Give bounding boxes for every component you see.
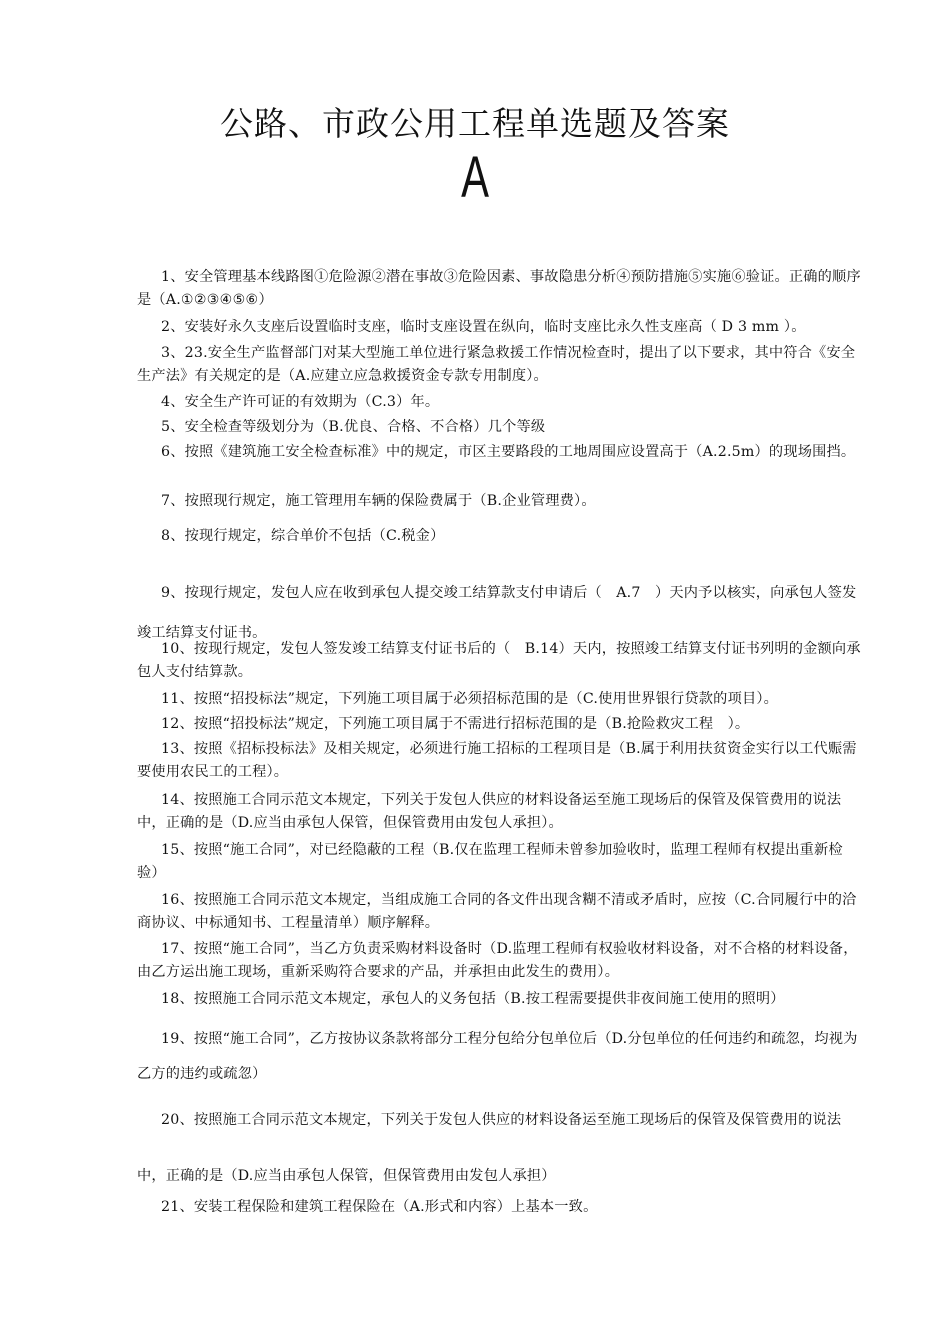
question-21: 21、安装工程保险和建筑工程保险在（A.形式和内容）上基本一致。 (161, 1199, 598, 1215)
question-8: 8、按现行规定，综合单价不包括（C.税金） (161, 528, 445, 544)
document-title: 公路、市政公用工程单选题及答案 (220, 104, 730, 143)
document-title-suffix: A (461, 145, 489, 210)
question-3: 3、23.安全生产监督部门对某大型施工单位进行紧急救援工作情况检查时，提出了以下要求，其中符合《安全生产法》有关规定的是（A.应建立应急救援资金专款专用制度）。 (137, 345, 856, 384)
question-7: 7、按照现行规定，施工管理用车辆的保险费属于（B.企业管理费）。 (161, 493, 596, 509)
question-16: 16、按照施工合同示范文本规定，当组成施工合同的各文件出现含糊不清或矛盾时，应按（C.合同履行中的洽商协议、中标通知书、工程量清单）顺序解释。 (137, 892, 857, 931)
question-13: 13、按照《招标投标法》及相关规定，必须进行施工招标的工程项目是（B.属于利用扶贫资金实行以工代赈需要使用农民工的工程）。 (137, 741, 857, 780)
question-14: 14、按照施工合同示范文本规定，下列关于发包人供应的材料设备运至施工现场后的保管及保管费用的说法中，正确的是（D.应当由承包人保管，但保管费用由发包人承担）。 (137, 792, 842, 831)
question-1: 1、安全管理基本线路图①危险源②潜在事故③危险因素、事故隐患分析④预防措施⑤实施⑥验证。正确的顺序是（A.①②③④⑤⑥） (137, 269, 861, 308)
question-15: 15、按照“施工合同”，对已经隐蔽的工程（B.仅在监理工程师未曾参加验收时，监理工程师有权提出重新检验） (137, 842, 843, 881)
question-11: 11、按照“招投标法”规定，下列施工项目属于必须招标范围的是（C.使用世界银行贷款的项目）。 (161, 691, 779, 707)
question-9: 9、按现行规定，发包人应在收到承包人提交竣工结算款支付申请后（ A.7 ）天内予以核实，向承包人签发竣工结算支付证书。 (137, 585, 857, 641)
question-20: 20、按照施工合同示范文本规定，下列关于发包人供应的材料设备运至施工现场后的保管及保管费用的说法中，正确的是（D.应当由承包人保管，但保管费用由发包人承担） (137, 1112, 842, 1184)
question-6: 6、按照《建筑施工安全检查标准》中的规定，市区主要路段的工地周围应设置高于（A.2.5m）的现场围挡。 (161, 444, 856, 460)
question-2: 2、安装好永久支座后设置临时支座，临时支座设置在纵向，临时支座比永久性支座高（ D 3 mm ）。 (161, 319, 806, 335)
question-17: 17、按照“施工合同”，当乙方负责采购材料设备时（D.监理工程师有权验收材料设备，对不合格的材料设备，由乙方运出施工现场，重新采购符合要求的产品，并承担由此发生的费用）。 (137, 941, 858, 980)
question-5: 5、安全检查等级划分为（B.优良、合格、不合格）几个等级 (161, 419, 546, 435)
question-19: 19、按照“施工合同”，乙方按协议条款将部分工程分包给分包单位后（D.分包单位的任何违约和疏忽，均视为乙方的违约或疏忽） (137, 1031, 858, 1082)
question-4: 4、安全生产许可证的有效期为（C.3）年。 (161, 394, 440, 410)
question-18: 18、按照施工合同示范文本规定，承包人的义务包括（B.按工程需要提供非夜间施工使用的照明） (161, 991, 785, 1007)
question-12: 12、按照“招投标法”规定，下列施工项目属于不需进行招标范围的是（B.抢险救灾工程 ）。 (161, 716, 750, 732)
question-10: 10、按现行规定，发包人签发竣工结算支付证书后的（ B.14）天内，按照竣工结算支付证书列明的金额向承包人支付结算款。 (137, 641, 861, 680)
